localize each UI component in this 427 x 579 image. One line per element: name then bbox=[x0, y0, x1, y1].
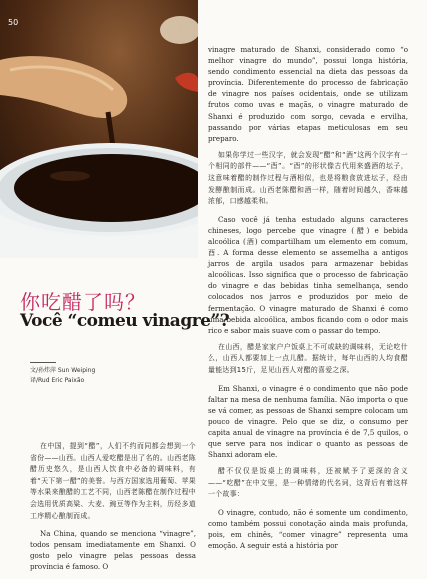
paragraph-pt: vinagre maturado de Shanxi, considerado como “o melhor vinagre do mundo”, possui longa história, sendo condimento essencial na dieta das pessoas da província. Diferentemente do processo de fabricação de vinagre nos países ocidentais, onde se utilizam frutos como uvas e maçãs, o vinagre maturado de Shanxi é produzido com sorgo, cevada e ervilha, passando por várias etapas meticulosas em seu preparo. bbox=[208, 45, 408, 143]
paragraph-zh: 在中国，提到“醋”，人们不约而同都会想到一个省份——山西。山西人爱吃醋是出了名的。山西老陈醋历史悠久，是山西人饮食中必备的调味料，有着“天下第一醋”的美誉。与西方国家选用葡萄、苹果等水果来酿醋的工艺不同，山西老陈醋在制作过程中会选用优质高粱、大麦、豌豆等作为主料，历经多道工序精心酿制而成。 bbox=[30, 442, 196, 520]
title-chinese: 你吃醋了吗？ bbox=[20, 290, 146, 314]
paragraph-pt: Caso você já tenha estudado alguns caracteres chineses, logo percebe que vinagre (醋) e bebida alcoólica (酒) compartilham um elemento em comum, 酉. A forma desse elemento se assemelha a antigos jarros de argila usados para armazenar bebidas alcoólicas. Isso significa que o processo de fabricação do vinagre e das bebidas tinha semelhança, sendo colocados nos jarros e produzidos por meio de fermentação. O vinagre maturado de Shanxi é como uma bebida alcoólica, ambos ficando com o odor mais rico e sabor mais suave com o passar do tempo. bbox=[208, 214, 408, 335]
paragraph-pt: Em Shanxi, o vinagre é o condimento que não pode faltar na mesa de nenhuma família. Não importa o que se vá comer, as pessoas de Shanxi sempre colocam um pouco de vinagre. Pelo que se diz, o consumo per capita anual de vinagre na província é de 7,5 quilos, o que serve para nos indicar o quanto as pessoas de Shanxi adoram ele. bbox=[208, 383, 408, 460]
vinegar-photo bbox=[0, 0, 198, 258]
right-column bbox=[208, 44, 408, 557]
paragraph-zh: 醋不仅仅是饭桌上的调味料，还被赋予了更深的含义——“吃醋”在中文里，是一种情绪的代名词，这背后有着这样一个故事： bbox=[208, 467, 408, 499]
paragraph-zh: 如果你学过一些汉字，就会发现“醋”和“酒”这两个汉字有一个相同的部件——“酉”。“酉”的形状像古代用来盛酒的坛子，这意味着醋的制作过程与酒相似，也是将粮食放进坛子，经由发酵酿制而成。山西老陈醋和酒一样，随着时间越久，香味越浓郁，口感越柔和。 bbox=[208, 150, 408, 206]
paragraph-pt: Na China, quando se menciona “vinagre”, todos pensam imediatamente em Shanxi. O gosto pelo vinagre pelas pessoas dessa província é famoso. O bbox=[30, 529, 196, 572]
byline-divider bbox=[30, 362, 56, 363]
vinegar-pour-illustration bbox=[0, 0, 198, 258]
page-number: 50 bbox=[8, 18, 19, 27]
paragraph-zh: 在山西，醋是家家户户饭桌上不可或缺的调味料，无论吃什么，山西人都要加上一点儿醋。据统计，每年山西的人均食醋量能达到15斤，足见山西人对醋的喜爱之深。 bbox=[208, 342, 408, 375]
title-portuguese: Você “comeu vinagre”? bbox=[20, 311, 230, 331]
byline bbox=[30, 366, 95, 386]
left-column bbox=[30, 441, 196, 579]
translator-credit: 译/Rud Eric Paixão bbox=[30, 377, 85, 384]
author-credit: 文/孙炜萍 Sun Weiping bbox=[30, 367, 96, 374]
paragraph-pt: O vinagre, contudo, não é somente um condimento, como também possui conotação ainda mais profunda, pois, em chinês, “comer vinagre” representa uma emoção. A seguir está a história por bbox=[208, 508, 408, 551]
